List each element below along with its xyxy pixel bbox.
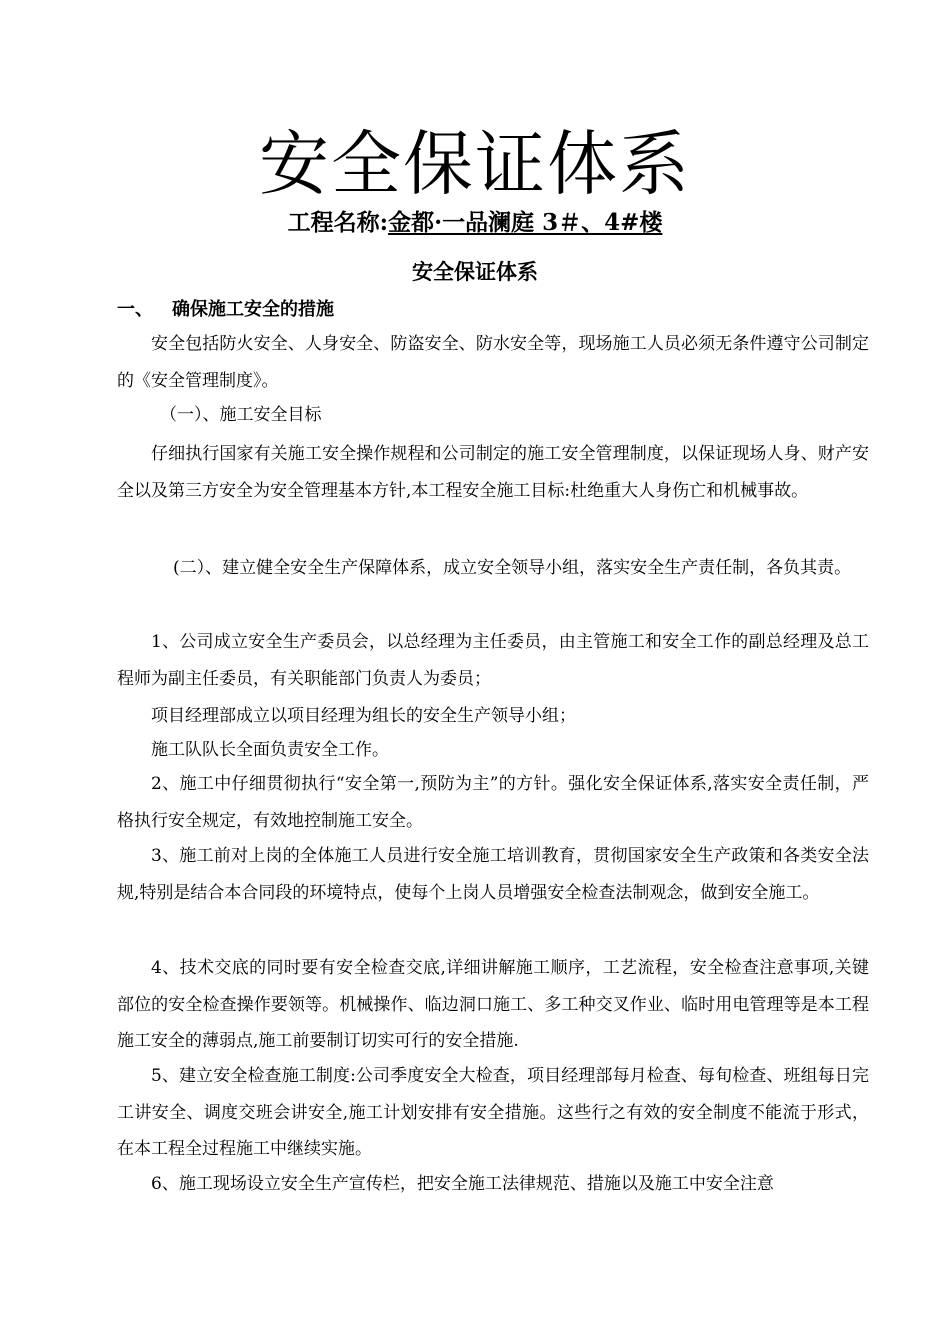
section-heading — [117, 295, 334, 325]
paragraph-item-5: 5、建立安全检查施工制度:公司季度安全大检查，项目经理部每月检查、每旬检查、班组每日完工讲安全、调度交班会讲安全,施工计划安排有安全措施。这些行之有效的安全制度不能流于形式，在本工程全过程施工中继续实施。 — [117, 1066, 869, 1159]
subheading-safety-goal: （一）、施工安全目标 — [160, 405, 322, 425]
paragraph-project-team: 项目经理部成立以项目经理为组长的安全生产领导小组； — [151, 706, 576, 726]
project-name: 金都·一品澜庭 3＃、4#楼 — [388, 209, 663, 236]
document-title: 安全保证体系 — [259, 123, 691, 205]
section-title: 安全保证体系 — [412, 259, 538, 284]
section-heading-text: 确保施工安全的措施 — [172, 299, 334, 320]
paragraph-item-2: 2、施工中仔细贯彻执行“安全第一,预防为主”的方针。强化安全保证体系,落实安全责任制，严格执行安全规定，有效地控制施工安全。 — [117, 774, 869, 831]
paragraph-safety-goal: 仔细执行国家有关施工安全操作规程和公司制定的施工安全管理制度，以保证现场人身、财产安全以及第三方安全为安全管理基本方针,本工程安全施工目标:杜绝重大人身伤亡和机械事故。 — [117, 444, 869, 501]
project-label: 工程名称: — [287, 209, 389, 236]
paragraph-item-6: 6、施工现场设立安全生产宣传栏，把安全施工法律规范、措施以及施工中安全注意 — [151, 1174, 774, 1194]
paragraph-team-leader: 施工队队长全面负责安全工作。 — [151, 740, 389, 760]
section-number: 一、 — [117, 299, 153, 320]
paragraph-item-3: 3、施工前对上岗的全体施工人员进行安全施工培训教育，贯彻国家安全生产政策和各类安全法规,特别是结合本合同段的环境特点，使每个上岗人员增强安全检查法制观念，做到安全施工。 — [117, 846, 869, 903]
paragraph-safety-system: (二）、建立健全安全生产保障体系，成立安全领导小组，落实安全生产责任制，各负其责。 — [173, 558, 852, 578]
paragraph-safety-scope: 安全包括防火安全、人身安全、防盗安全、防水安全等，现场施工人员必须无条件遵守公司制定的《安全管理制度》。 — [117, 334, 869, 391]
project-name-line — [0, 206, 950, 240]
paragraph-item-4: 4、技术交底的同时要有安全检查交底,详细讲解施工顺序，工艺流程，安全检查注意事项,关键部位的安全检查操作要领等。机械操作、临边洞口施工、多工种交叉作业、临时用电管理等是本工程施工安全的薄弱点,施工前要制订切实可行的安全措施. — [117, 958, 869, 1051]
paragraph-item-1: 1、公司成立安全生产委员会，以总经理为主任委员，由主管施工和安全工作的副总经理及总工程师为副主任委员，有关职能部门负责人为委员； — [117, 632, 869, 689]
